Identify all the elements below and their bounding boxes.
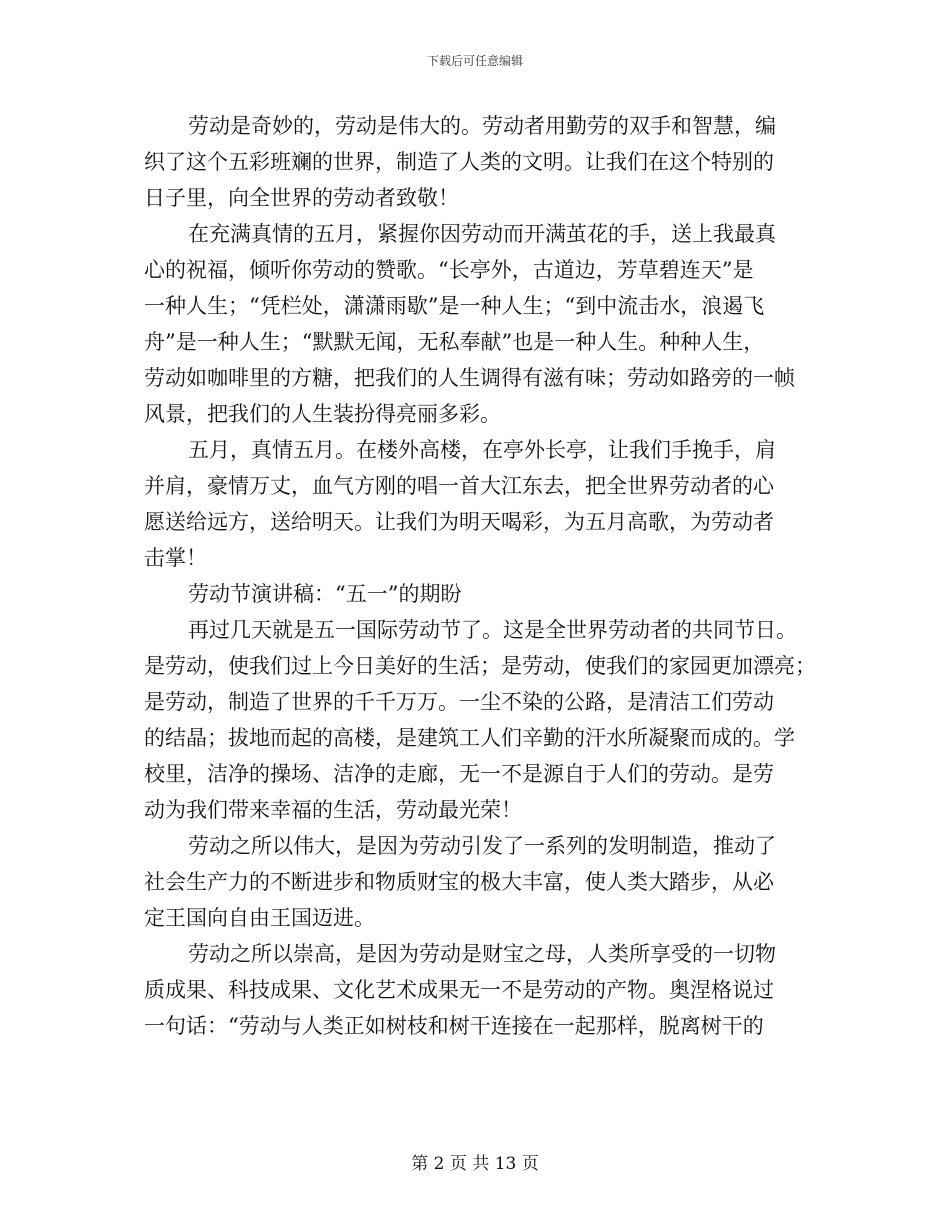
text-line: 劳动之所以崇高，是因为劳动是财宝之母，人类所享受的一切物 xyxy=(188,942,776,966)
text-line: 击掌！ xyxy=(144,546,207,570)
text-line: 质成果、科技成果、文化艺术成果无一不是劳动的产物。奥涅格说过 xyxy=(144,978,774,1002)
text-line: 舟”是一种人生；“默默无闻，无私奉献”也是一种人生。种种人生， xyxy=(144,330,765,354)
text-line: 社会生产力的不断进步和物质财宝的极大丰富，使人类大踏步，从必 xyxy=(144,870,774,894)
text-line: 劳动之所以伟大，是因为劳动引发了一系列的发明制造，推动了 xyxy=(188,834,776,858)
text-line: 五月，真情五月。在楼外高楼，在亭外长亭，让我们手挽手，肩 xyxy=(188,438,776,462)
text-line: 劳动节演讲稿：“五一”的期盼 xyxy=(188,582,462,606)
text-line: 劳动如咖啡里的方糖，把我们的人生调得有滋有味；劳动如路旁的一帧 xyxy=(144,366,795,390)
text-line: 日子里，向全世界的劳动者致敬！ xyxy=(144,186,459,210)
text-line: 是劳动，制造了世界的千千万万。一尘不染的公路，是清洁工们劳动 xyxy=(144,690,774,714)
text-line: 的结晶；拔地而起的高楼，是建筑工人们辛勤的汗水所凝聚而成的。学 xyxy=(144,726,795,750)
text-line: 并肩，豪情万丈，血气方刚的唱一首大江东去，把全世界劳动者的心 xyxy=(144,474,774,498)
text-line: 劳动是奇妙的，劳动是伟大的。劳动者用勤劳的双手和智慧，编 xyxy=(188,114,776,138)
text-line: 校里，洁净的操场、洁净的走廊，无一不是源自于人们的劳动。是劳 xyxy=(144,762,774,786)
text-line: 在充满真情的五月，紧握你因劳动而开满茧花的手，送上我最真 xyxy=(188,222,776,246)
page-number-footer: 第 2 页 共 13 页 xyxy=(411,1154,539,1174)
text-line: 一句话：“劳动与人类正如树枝和树干连接在一起那样，脱离树干的 xyxy=(144,1014,764,1038)
text-line: 织了这个五彩班斓的世界，制造了人类的文明。让我们在这个特别的 xyxy=(144,150,774,174)
text-line: 定王国向自由王国迈进。 xyxy=(144,906,375,930)
text-line: 风景，把我们的人生装扮得亮丽多彩。 xyxy=(144,402,501,426)
text-line: 一种人生；“凭栏处，潇潇雨歇”是一种人生；“到中流击水，浪遏飞 xyxy=(144,294,765,318)
document-body xyxy=(144,108,816,1044)
text-line: 动为我们带来幸福的生活，劳动最光荣！ xyxy=(144,798,522,822)
text-line: 是劳动，使我们过上今日美好的生活；是劳动，使我们的家园更加漂亮； xyxy=(144,654,816,678)
text-line: 心的祝福，倾听你劳动的赞歌。“长亭外，古道边，芳草碧连天”是 xyxy=(144,258,754,282)
text-line: 再过几天就是五一国际劳动节了。这是全世界劳动者的共同节日。 xyxy=(188,618,797,642)
page-header: 下载后可任意编辑 xyxy=(426,54,523,68)
text-line: 愿送给远方，送给明天。让我们为明天喝彩，为五月高歌，为劳动者 xyxy=(144,510,774,534)
